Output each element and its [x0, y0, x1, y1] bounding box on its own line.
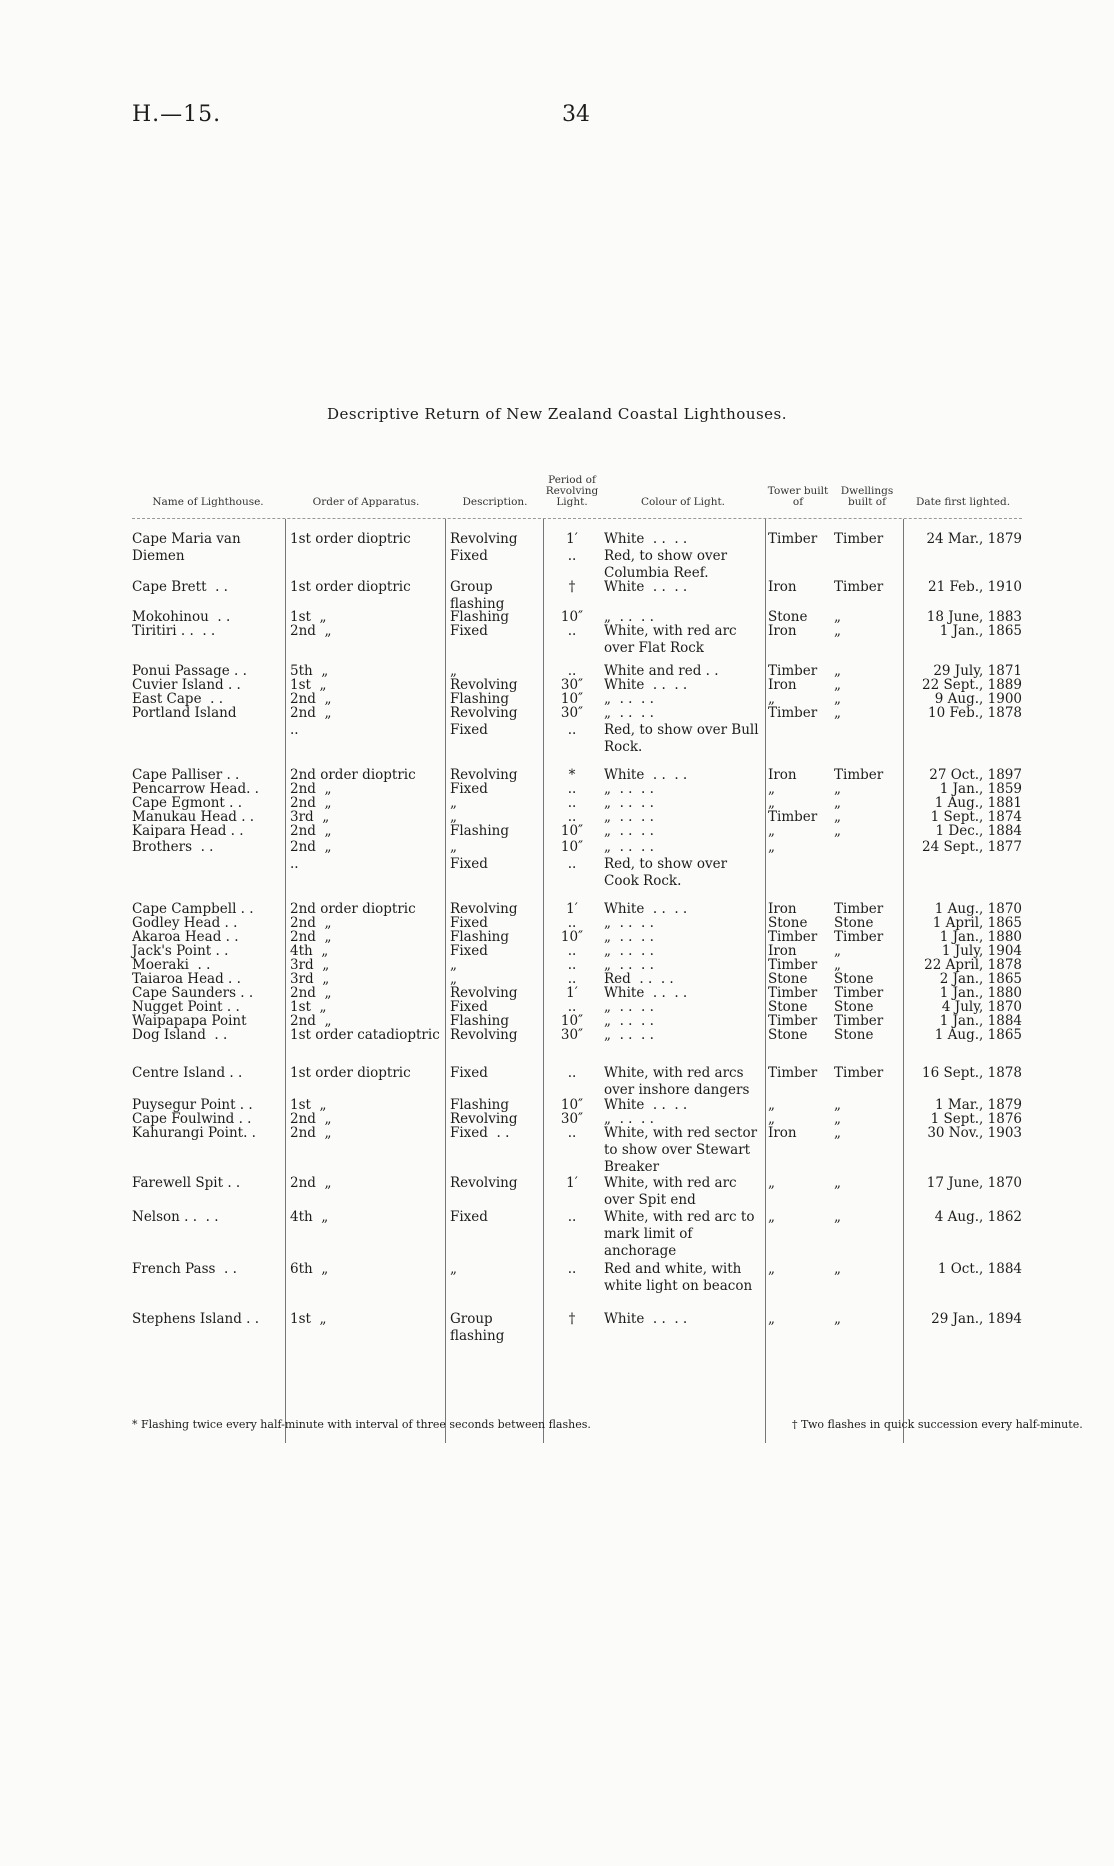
cell-tower: Timber: [768, 929, 818, 945]
cell-dwellings: „: [834, 691, 841, 707]
cell-period: 30″ ..: [560, 705, 584, 738]
cell-dwellings: „: [834, 1261, 841, 1277]
cell-description: Revolving: [450, 1027, 518, 1043]
cell-period: 30″: [560, 1027, 584, 1043]
cell-date: 10 Feb., 1878: [928, 705, 1022, 721]
cell-tower: Stone: [768, 971, 808, 987]
cell-name: Ponui Passage . .: [132, 663, 247, 679]
cell-order: 2nd „: [290, 1111, 332, 1127]
cell-tower: „: [768, 1111, 775, 1127]
cell-description: „: [450, 663, 457, 679]
cell-period: 10″: [560, 1097, 584, 1113]
cell-name: Portland Island: [132, 705, 237, 721]
cell-name: Cape Maria van Diemen: [132, 531, 245, 564]
column-rule: [765, 519, 766, 1443]
cell-name: Kahurangi Point. .: [132, 1125, 256, 1141]
cell-colour: „ . . . .: [604, 929, 654, 945]
cell-dwellings: Timber: [834, 767, 884, 783]
cell-colour: „ . . . .: [604, 1013, 654, 1029]
cell-description: „: [450, 1261, 457, 1277]
cell-date: 2 Jan., 1865: [939, 971, 1022, 987]
cell-name: Taiaroa Head . .: [132, 971, 241, 987]
cell-date: 27 Oct., 1897: [929, 767, 1022, 783]
cell-date: 1 Jan., 1865: [939, 623, 1022, 639]
cell-colour: „ . . . .: [604, 915, 654, 931]
header-description: Description.: [462, 496, 528, 508]
cell-tower: Stone: [768, 999, 808, 1015]
cell-description: „: [450, 971, 457, 987]
cell-order: 3rd „: [290, 809, 330, 825]
cell-dwellings: „: [834, 1097, 841, 1113]
cell-period: ..: [567, 999, 577, 1015]
cell-colour: „ . . . .: [604, 795, 654, 811]
cell-name: Mokohinou . .: [132, 609, 231, 625]
cell-date: 24 Sept., 1877: [921, 839, 1022, 855]
cell-name: Cape Foulwind . .: [132, 1111, 252, 1127]
cell-period: ..: [567, 623, 577, 639]
cell-colour: Red and white, with white light on beacon: [604, 1261, 753, 1294]
cell-period: 1′ ..: [566, 531, 578, 564]
cell-order: 6th „: [290, 1261, 329, 1277]
cell-dwellings: Timber: [834, 985, 884, 1001]
cell-order: 2nd „: [290, 915, 332, 931]
cell-dwellings: „: [834, 609, 841, 625]
cell-order: 1st order dioptric: [290, 531, 411, 547]
cell-period: 10″: [560, 929, 584, 945]
cell-description: Fixed: [450, 915, 488, 931]
cell-tower: „: [768, 691, 775, 707]
cell-description: „: [450, 957, 457, 973]
cell-order: 1st „: [290, 677, 327, 693]
cell-tower: Timber: [768, 1013, 818, 1029]
cell-name: Brothers . .: [132, 839, 214, 855]
cell-name: Jack's Point . .: [132, 943, 229, 959]
cell-dwellings: „: [834, 677, 841, 693]
cell-date: 18 June, 1883: [926, 609, 1022, 625]
cell-description: Fixed: [450, 999, 488, 1015]
cell-dwellings: „: [834, 663, 841, 679]
cell-dwellings: „: [834, 957, 841, 973]
cell-tower: Iron: [768, 767, 797, 783]
cell-tower: „: [768, 781, 775, 797]
cell-dwellings: „: [834, 809, 841, 825]
cell-tower: „: [768, 1311, 775, 1327]
footnote-dagger: † Two flashes in quick succession every half-minute.: [792, 1418, 1083, 1431]
cell-date: 22 April, 1878: [924, 957, 1022, 973]
cell-period: ..: [567, 795, 577, 811]
cell-order: 2nd „: [290, 1175, 332, 1191]
cell-date: 1 April, 1865: [932, 915, 1022, 931]
cell-name: Godley Head . .: [132, 915, 238, 931]
cell-date: 22 Sept., 1889: [921, 677, 1022, 693]
cell-date: 1 Oct., 1884: [937, 1261, 1022, 1277]
cell-order: 2nd „: [290, 985, 332, 1001]
cell-tower: „: [768, 1261, 775, 1277]
cell-date: 4 Aug., 1862: [934, 1209, 1022, 1225]
cell-tower: Timber: [768, 809, 818, 825]
cell-period: 10″ ..: [560, 839, 584, 872]
cell-order: 2nd „: [290, 691, 332, 707]
header-name: Name of Lighthouse.: [152, 496, 264, 508]
cell-description: Fixed: [450, 623, 488, 639]
cell-period: 30″: [560, 677, 584, 693]
header-period: Period of Revolving Light.: [545, 474, 599, 508]
cell-name: Waipapapa Point: [132, 1013, 247, 1029]
cell-order: 1st „: [290, 609, 327, 625]
cell-period: ..: [567, 957, 577, 973]
cell-name: Puysegur Point . .: [132, 1097, 253, 1113]
cell-period: 1′: [566, 901, 578, 917]
cell-name: Cape Egmont . .: [132, 795, 243, 811]
cell-order: 1st „: [290, 999, 327, 1015]
column-rule: [543, 519, 544, 1443]
cell-period: 1′: [566, 985, 578, 1001]
cell-name: Manukau Head . .: [132, 809, 255, 825]
cell-date: 1 Aug., 1870: [934, 901, 1022, 917]
cell-tower: „: [768, 1175, 775, 1191]
cell-colour: White . . . .: [604, 1097, 688, 1113]
cell-tower: „: [768, 1097, 775, 1113]
cell-dwellings: „: [834, 1125, 841, 1141]
cell-colour: White . . . .: [604, 767, 688, 783]
cell-description: Fixed: [450, 1209, 488, 1225]
cell-order: 3rd „: [290, 971, 330, 987]
cell-dwellings: „: [834, 781, 841, 797]
cell-order: 2nd order dioptric: [290, 901, 416, 917]
cell-dwellings: „: [834, 1175, 841, 1191]
cell-order: 2nd „: [290, 1125, 332, 1141]
cell-description: „: [450, 795, 457, 811]
cell-tower: Timber: [768, 531, 818, 547]
cell-colour: „ . . . .: [604, 691, 654, 707]
cell-description: Flashing: [450, 823, 510, 839]
cell-name: East Cape . .: [132, 691, 224, 707]
cell-description: Revolving: [450, 985, 518, 1001]
cell-colour: White . . . . Red, to show over Columbia Reef.: [604, 531, 728, 581]
cell-tower: Timber: [768, 985, 818, 1001]
cell-name: Kaipara Head . .: [132, 823, 244, 839]
cell-dwellings: „: [834, 623, 841, 639]
cell-date: 1 Jan., 1859: [939, 781, 1022, 797]
cell-period: ..: [567, 971, 577, 987]
cell-date: 1 Jan., 1880: [939, 929, 1022, 945]
cell-date: 1 Jan., 1880: [939, 985, 1022, 1001]
cell-colour: White, with red arcs over inshore dangers: [604, 1065, 750, 1098]
cell-description: Revolving Fixed: [450, 531, 518, 564]
cell-dwellings: Stone: [834, 999, 874, 1015]
cell-order: 2nd „: [290, 823, 332, 839]
cell-tower: Iron: [768, 901, 797, 917]
cell-tower: „: [768, 1209, 775, 1225]
cell-colour: Red . . . .: [604, 971, 674, 987]
cell-colour: White, with red arc to mark limit of anchorage: [604, 1209, 759, 1259]
cell-description: Flashing: [450, 1013, 510, 1029]
cell-tower: Timber: [768, 957, 818, 973]
cell-description: Flashing: [450, 609, 510, 625]
cell-tower: Timber: [768, 705, 818, 721]
cell-colour: White and red . .: [604, 663, 719, 679]
cell-period: 30″: [560, 1111, 584, 1127]
cell-dwellings: Timber: [834, 929, 884, 945]
cell-name: Nelson . . . .: [132, 1209, 219, 1225]
cell-name: Tiritiri . . . .: [132, 623, 216, 639]
cell-date: 30 Nov., 1903: [927, 1125, 1022, 1141]
page-title: Descriptive Return of New Zealand Coastal Lighthouses.: [326, 405, 788, 423]
cell-colour: „ . . . .: [604, 823, 654, 839]
cell-period: 10″: [560, 1013, 584, 1029]
column-rule: [445, 519, 446, 1443]
cell-period: 10″: [560, 691, 584, 707]
cell-period: ..: [567, 1065, 577, 1081]
cell-period: †: [568, 1311, 576, 1327]
cell-date: 24 Mar., 1879: [926, 531, 1022, 547]
header-dwellings: Dwellings built of: [840, 485, 894, 508]
cell-date: 1 Sept., 1876: [930, 1111, 1022, 1127]
cell-description: Fixed: [450, 781, 488, 797]
cell-colour: „ . . . . Red, to show over Bull Rock.: [604, 705, 759, 755]
header-date: Date first lighted.: [915, 496, 1011, 508]
cell-colour: „ . . . .: [604, 781, 654, 797]
cell-description: Group flashing: [450, 1311, 505, 1344]
cell-order: 1st order catadioptric: [290, 1027, 440, 1043]
cell-period: ..: [567, 663, 577, 679]
cell-order: 2nd order dioptric: [290, 767, 416, 783]
cell-period: ..: [567, 1209, 577, 1225]
cell-name: Cape Brett . .: [132, 579, 228, 595]
header-colour: Colour of Light.: [640, 496, 726, 508]
column-rule: [285, 519, 286, 1443]
cell-order: 2nd „: [290, 623, 332, 639]
cell-colour: „ . . . .: [604, 1027, 654, 1043]
cell-name: French Pass . .: [132, 1261, 237, 1277]
cell-colour: White, with red sector to show over Stewart Breaker: [604, 1125, 762, 1175]
cell-tower: Stone: [768, 609, 808, 625]
cell-dwellings: „: [834, 823, 841, 839]
cell-period: †: [568, 579, 576, 595]
cell-colour: „ . . . .: [604, 999, 654, 1015]
cell-order: 1st „: [290, 1311, 327, 1327]
cell-tower: Stone: [768, 1027, 808, 1043]
cell-date: 29 July, 1871: [933, 663, 1022, 679]
page-number: 34: [562, 102, 590, 127]
cell-dwellings: Stone: [834, 971, 874, 987]
cell-tower: Timber: [768, 663, 818, 679]
cell-name: Stephens Island . .: [132, 1311, 260, 1327]
cell-order: 3rd „: [290, 957, 330, 973]
cell-name: Cape Saunders . .: [132, 985, 254, 1001]
cell-name: Moeraki . .: [132, 957, 211, 973]
cell-order: 2nd „: [290, 929, 332, 945]
cell-description: Fixed: [450, 1065, 488, 1081]
cell-tower: Iron: [768, 943, 797, 959]
cell-dwellings: Timber: [834, 531, 884, 547]
cell-period: ..: [567, 809, 577, 825]
cell-date: 1 Aug., 1881: [934, 795, 1022, 811]
cell-order: 2nd „: [290, 781, 332, 797]
cell-colour: White . . . .: [604, 677, 688, 693]
cell-period: ..: [567, 915, 577, 931]
cell-date: 1 Aug., 1865: [934, 1027, 1022, 1043]
cell-name: Cape Campbell . .: [132, 901, 254, 917]
cell-date: 4 July, 1870: [941, 999, 1022, 1015]
cell-period: ..: [567, 943, 577, 959]
cell-dwellings: Stone: [834, 1027, 874, 1043]
cell-tower: „: [768, 795, 775, 811]
header-tower: Tower built of: [767, 485, 829, 508]
cell-date: 21 Feb., 1910: [928, 579, 1022, 595]
cell-description: „: [450, 809, 457, 825]
cell-period: ..: [567, 781, 577, 797]
cell-date: 1 Mar., 1879: [935, 1097, 1022, 1113]
cell-description: Revolving: [450, 677, 518, 693]
cell-date: 1 Dec., 1884: [935, 823, 1022, 839]
cell-colour: „ . . . .: [604, 1111, 654, 1127]
cell-description: Fixed . .: [450, 1125, 510, 1141]
cell-name: Nugget Point . .: [132, 999, 240, 1015]
cell-period: ..: [567, 1261, 577, 1277]
column-rule: [903, 519, 904, 1443]
cell-description: Fixed: [450, 943, 488, 959]
cell-colour: White, with red arc over Spit end: [604, 1175, 741, 1208]
cell-colour: „ . . . .: [604, 957, 654, 973]
cell-order: 4th „: [290, 943, 329, 959]
lighthouse-table: [132, 452, 1022, 1443]
cell-description: Flashing: [450, 691, 510, 707]
cell-name: Akaroa Head . .: [132, 929, 239, 945]
cell-date: 29 Jan., 1894: [931, 1311, 1022, 1327]
cell-description: Revolving Fixed: [450, 705, 518, 738]
cell-date: 17 June, 1870: [926, 1175, 1022, 1191]
cell-description: Flashing: [450, 929, 510, 945]
cell-description: Flashing: [450, 1097, 510, 1113]
cell-colour: „ . . . . Red, to show over Cook Rock.: [604, 839, 728, 889]
cell-dwellings: „: [834, 1209, 841, 1225]
cell-date: 1 Jan., 1884: [939, 1013, 1022, 1029]
cell-order: 1st order dioptric: [290, 579, 411, 595]
cell-dwellings: Timber: [834, 579, 884, 595]
cell-tower: „: [768, 839, 775, 855]
cell-name: Cape Palliser . .: [132, 767, 240, 783]
cell-name: Dog Island . .: [132, 1027, 228, 1043]
cell-tower: „: [768, 823, 775, 839]
cell-colour: White, with red arc over Flat Rock: [604, 623, 741, 656]
cell-period: 1′: [566, 1175, 578, 1191]
cell-colour: „ . . . .: [604, 943, 654, 959]
cell-dwellings: „: [834, 943, 841, 959]
cell-order: 2nd „: [290, 1013, 332, 1029]
cell-description: Revolving: [450, 1111, 518, 1127]
cell-period: ..: [567, 1125, 577, 1141]
table-body: [132, 519, 1022, 1443]
cell-colour: „ . . . .: [604, 809, 654, 825]
cell-tower: Stone: [768, 915, 808, 931]
cell-name: Cuvier Island . .: [132, 677, 241, 693]
cell-dwellings: „: [834, 1311, 841, 1327]
cell-description: Revolving: [450, 767, 518, 783]
cell-order: 1st „: [290, 1097, 327, 1113]
cell-tower: Iron: [768, 1125, 797, 1141]
cell-dwellings: Timber: [834, 901, 884, 917]
cell-dwellings: Stone: [834, 915, 874, 931]
cell-description: „ Fixed: [450, 839, 488, 872]
footnote-star: * Flashing twice every half-minute with interval of three seconds between flashes.: [132, 1418, 591, 1431]
cell-description: Revolving: [450, 1175, 518, 1191]
cell-tower: Iron: [768, 579, 797, 595]
cell-colour: White . . . .: [604, 985, 688, 1001]
cell-dwellings: „: [834, 705, 841, 721]
cell-dwellings: „: [834, 795, 841, 811]
cell-tower: Iron: [768, 677, 797, 693]
cell-period: 10″: [560, 823, 584, 839]
cell-order: 5th „: [290, 663, 329, 679]
cell-order: 2nd „: [290, 795, 332, 811]
cell-colour: „ . . . .: [604, 609, 654, 625]
cell-name: Pencarrow Head. .: [132, 781, 259, 797]
cell-dwellings: Timber: [834, 1013, 884, 1029]
cell-date: 1 Sept., 1874: [930, 809, 1022, 825]
cell-period: 10″: [560, 609, 584, 625]
cell-colour: White . . . .: [604, 901, 688, 917]
cell-date: 16 Sept., 1878: [921, 1065, 1022, 1081]
cell-colour: White . . . .: [604, 1311, 688, 1327]
cell-date: 9 Aug., 1900: [934, 691, 1022, 707]
cell-order: 2nd „ ..: [290, 705, 332, 738]
cell-order: 4th „: [290, 1209, 329, 1225]
footnotes: [132, 1418, 1083, 1431]
cell-name: Centre Island . .: [132, 1065, 243, 1081]
cell-date: 1 July, 1904: [941, 943, 1022, 959]
cell-order: 2nd „ ..: [290, 839, 332, 872]
cell-description: Revolving: [450, 901, 518, 917]
header-order: Order of Apparatus.: [312, 496, 420, 508]
cell-order: 1st order dioptric: [290, 1065, 411, 1081]
cell-tower: Timber: [768, 1065, 818, 1081]
cell-name: Farewell Spit . .: [132, 1175, 241, 1191]
cell-description: Group flashing: [450, 579, 505, 612]
cell-dwellings: „: [834, 1111, 841, 1127]
cell-dwellings: Timber: [834, 1065, 884, 1081]
table-header: [132, 452, 1022, 519]
cell-tower: Iron: [768, 623, 797, 639]
cell-period: *: [568, 767, 576, 783]
page-reference: H.—15.: [132, 102, 222, 127]
cell-colour: White . . . .: [604, 579, 688, 595]
